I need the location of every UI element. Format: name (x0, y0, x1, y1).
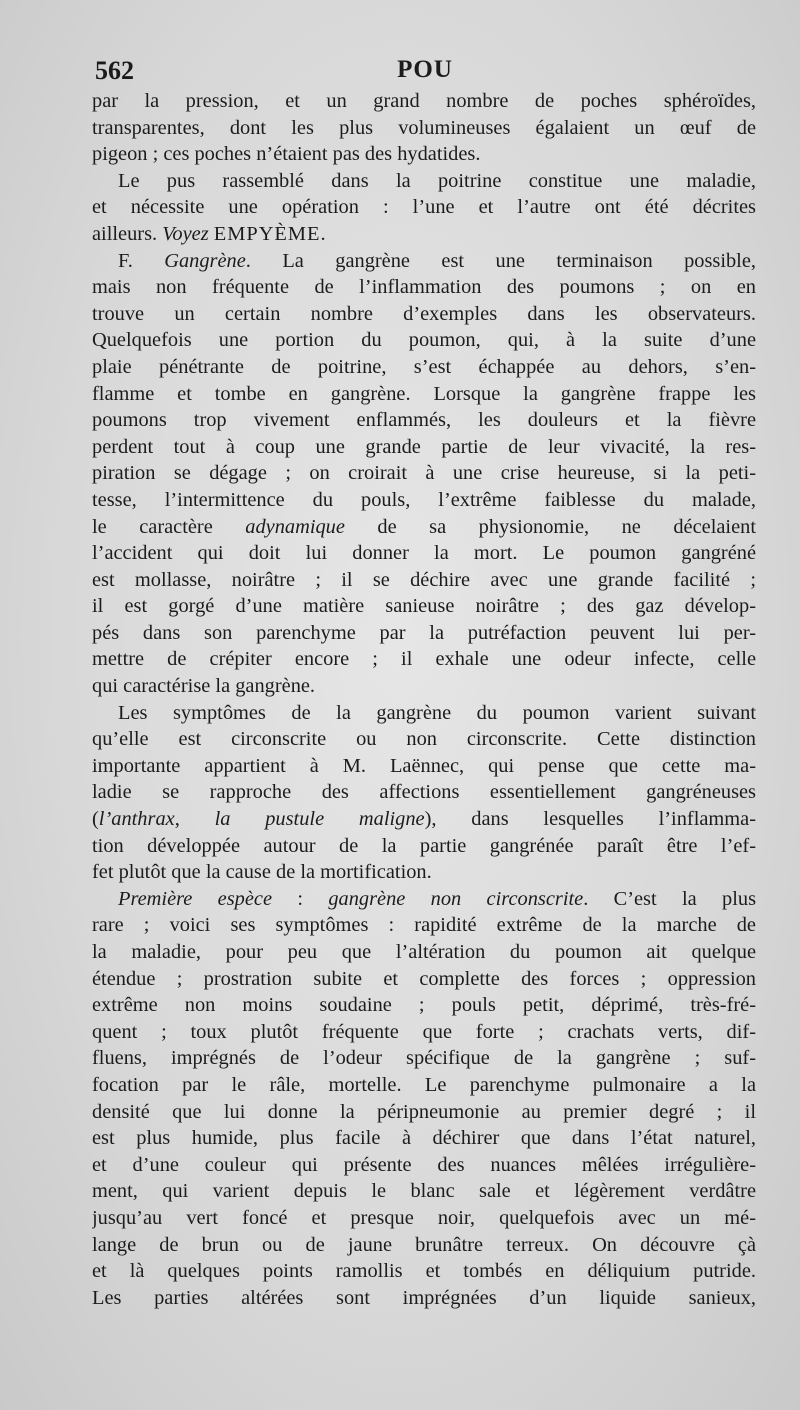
text-line: piration se dégage ; on croirait à une crise heureuse, si la peti- (92, 462, 756, 485)
page-number: 562 (95, 56, 134, 85)
text-line: et nécessite une opération : l’une et l’autre ont été décrites (92, 196, 756, 219)
section-heading-gangrene: Gangrène (164, 249, 246, 272)
text-line: ailleurs. Voyez EMPYÈME. (92, 222, 326, 245)
text-line: fluens, imprégnés de l’odeur spécifique de la gangrène ; suf- (92, 1047, 756, 1070)
text-line: plaie pénétrante de poitrine, s’est échappée au dehors, s’en- (92, 355, 756, 378)
text-line: F. Gangrène. La gangrène est une terminaison possible, (118, 249, 756, 272)
text-line: Les parties altérées sont imprégnées d’un liquide sanieux, (92, 1286, 756, 1309)
text-line: et d’une couleur qui présente des nuances mêlées irrégulière- (92, 1153, 756, 1176)
cross-reference-empyeme: EMPYÈME (213, 222, 321, 245)
text-line: tesse, l’intermittence du pouls, l’extrême faiblesse du malade, (92, 488, 756, 511)
text-line: mettre de crépiter encore ; il exhale une odeur infecte, celle (92, 648, 756, 671)
subheading-non-circonscrite: gangrène non circonscrite (328, 887, 584, 910)
text-line: rare ; voici ses symptômes : rapidité extrême de la marche de (92, 914, 756, 937)
text-line: et là quelques points ramollis et tombés en déliquium putride. (92, 1260, 756, 1283)
text-line: mais non fréquente de l’inflammation des poumons ; on en (92, 276, 756, 299)
running-title: POU (397, 56, 453, 83)
text-line: ment, qui varient depuis le blanc sale et légèrement verdâtre (92, 1180, 756, 1203)
text-line: est mollasse, noirâtre ; il se déchire avec une grande facilité ; (92, 568, 756, 591)
text-line: perdent tout à coup une grande partie de leur vivacité, la res- (92, 435, 756, 458)
text-line: Quelquefois une portion du poumon, qui, à la suite d’une (92, 329, 756, 352)
text-line: trouve un certain nombre d’exemples dans les observateurs. (92, 302, 756, 325)
text-line: (l’anthrax, la pustule maligne), dans lesquelles l’inflamma- (92, 808, 756, 831)
term-adynamique: adynamique (245, 515, 345, 538)
text-line: pigeon ; ces poches n’étaient pas des hydatides. (92, 143, 481, 166)
text-line: focation par le râle, mortelle. Le parenchyme pulmonaire a la (92, 1073, 756, 1096)
text-line: qu’elle est circonscrite ou non circonscrite. Cette distinction (92, 728, 756, 751)
text-line: transparentes, dont les plus volumineuses égalaient un œuf de (92, 116, 756, 139)
text-line: étendue ; prostration subite et complette des forces ; oppression (92, 967, 756, 990)
body-text (92, 88, 756, 1311)
text-line: Le pus rassemblé dans la poitrine constitue une maladie, (118, 169, 756, 192)
text-line: la maladie, pour peu que l’altération du poumon ait quelque (92, 941, 756, 963)
text-line: ladie se rapproche des affections essentiellement gangréneuses (92, 781, 756, 804)
text-line: est plus humide, plus facile à déchirer que dans l’état naturel, (92, 1127, 756, 1150)
text-line: l’accident qui doit lui donner la mort. Le poumon gangréné (92, 542, 756, 565)
text-line: extrême non moins soudaine ; pouls petit, déprimé, très-fré- (92, 994, 756, 1017)
text-line: jusqu’au vert foncé et presque noir, quelquefois avec un mé- (92, 1206, 756, 1229)
text-line: tion développée autour de la partie gangrénée paraît être l’ef- (92, 834, 756, 857)
subheading-premiere-espece: Première espèce (118, 887, 273, 910)
text-line: fet plutôt que la cause de la mortification. (92, 861, 432, 884)
text-line: flamme et tombe en gangrène. Lorsque la gangrène frappe les (92, 382, 756, 405)
voyez-italic: Voyez (162, 222, 209, 245)
term-anthrax: l’anthrax (98, 808, 175, 831)
text-line: poumons trop vivement enflammés, les douleurs et la fièvre (92, 409, 756, 432)
text-line: qui caractérise la gangrène. (92, 675, 316, 698)
text-line: par la pression, et un grand nombre de poches sphéroïdes, (92, 90, 756, 112)
text-line: lange de brun ou de jaune brunâtre terreux. On découvre çà (92, 1233, 756, 1256)
text-line: Première espèce : gangrène non circonscrite. C’est la plus (118, 887, 756, 910)
text-line: importante appartient à M. Laënnec, qui pense que cette ma- (92, 754, 756, 777)
running-head (95, 56, 755, 86)
text-line: il est gorgé d’une matière sanieuse noirâtre ; des gaz dévelop- (92, 595, 756, 618)
text-line: le caractère adynamique de sa physionomie, ne décelaient (92, 515, 756, 538)
text-line: densité que lui donne la péripneumonie au premier degré ; il (92, 1100, 756, 1123)
term-pustule: la pustule maligne (214, 808, 425, 831)
text-line: Les symptômes de la gangrène du poumon varient suivant (118, 701, 756, 724)
text-line: pés dans son parenchyme par la putréfaction peuvent lui per- (92, 621, 756, 644)
text-line: quent ; toux plutôt fréquente que forte ; crachats verts, dif- (92, 1020, 756, 1043)
